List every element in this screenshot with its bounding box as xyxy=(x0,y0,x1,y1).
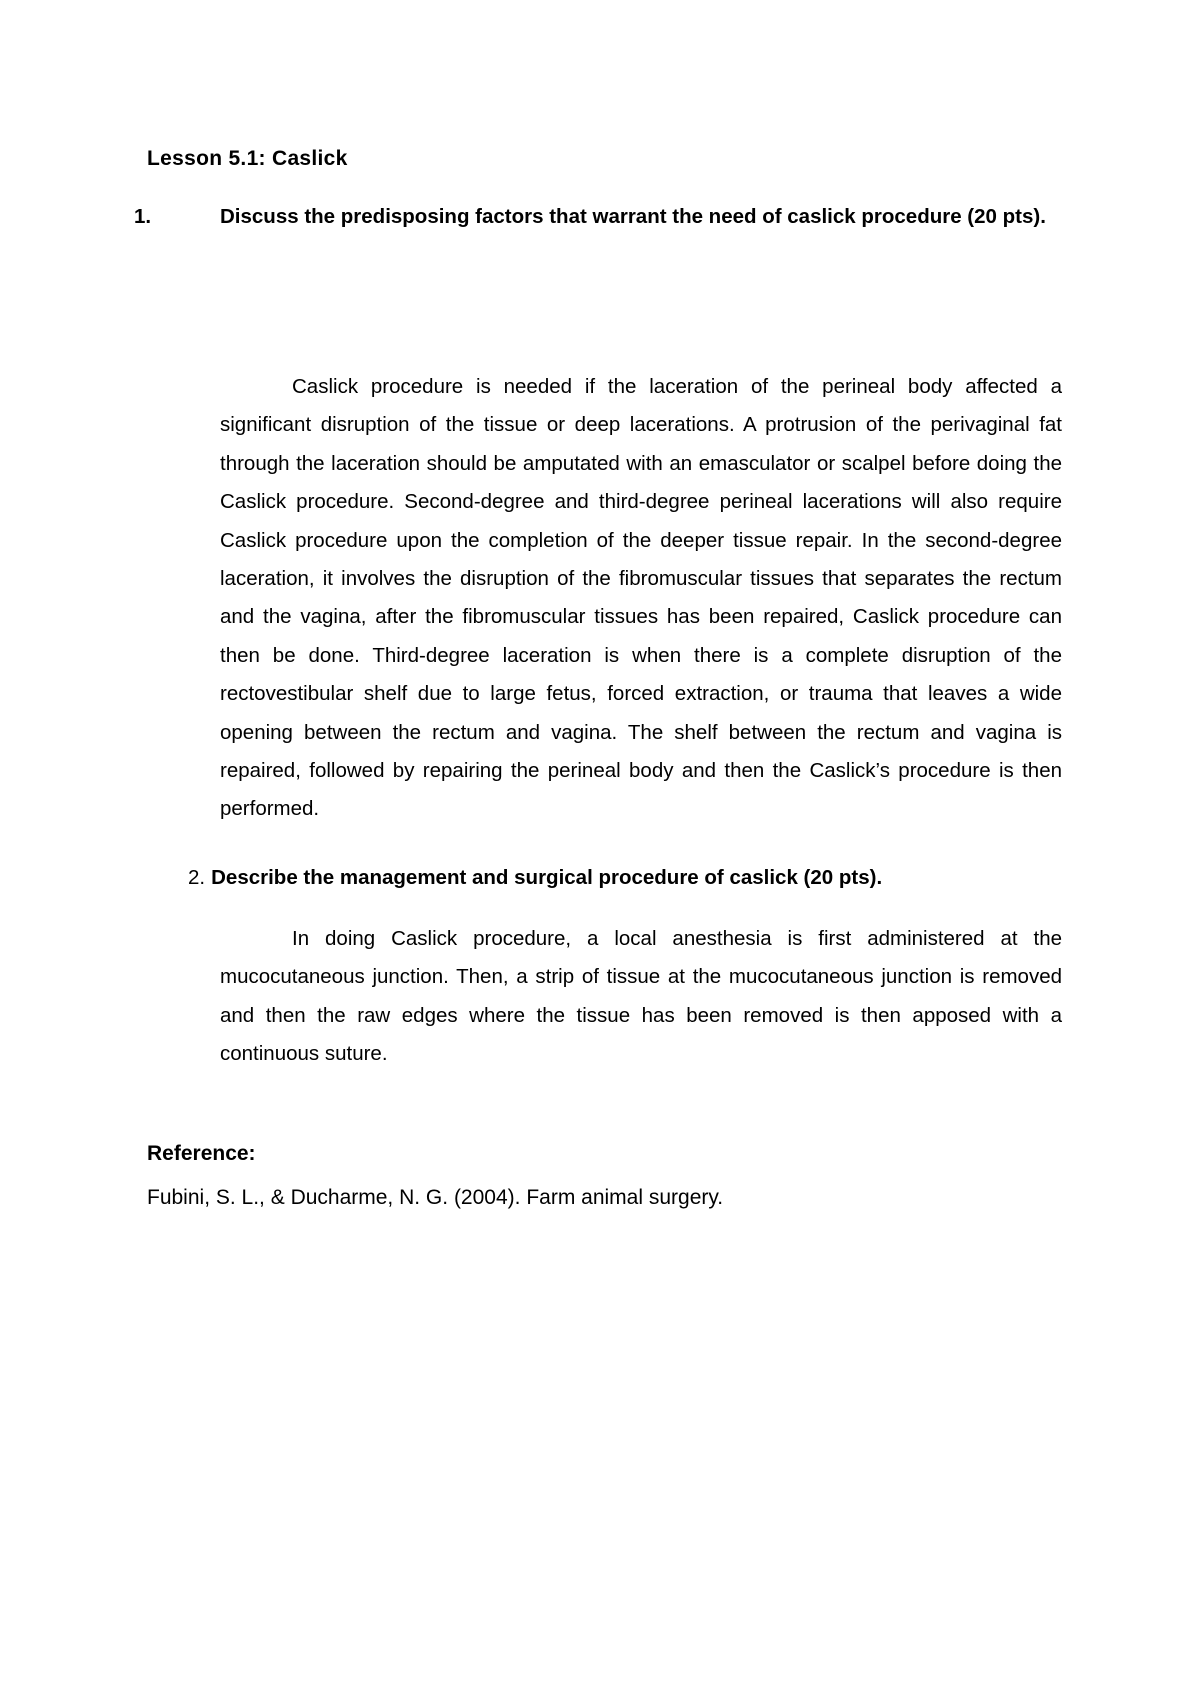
question-1 xyxy=(134,197,1077,236)
question-number: 1. xyxy=(134,205,152,228)
question-number: 2. xyxy=(188,866,206,889)
question-text: Describe the management and surgical procedure of caslick (20 pts). xyxy=(211,866,883,889)
answer-1-paragraph: Caslick procedure is needed if the laceration of the perineal body affected a significant disruption of the tissue or deep lacerations. A protrusion of the perivaginal fat through the laceration should be amputated with an emasculator or scalpel before doing the Caslick procedure. Second-degree and third-degree perineal lacerations will also require Caslick procedure upon the completion of the deeper tissue repair. In the second-degree laceration, it involves the disruption of the fibromuscular tissues that separates the rectum and the vagina, after the fibromuscular tissues has been repaired, Caslick procedure can then be done. Third-degree laceration is when there is a complete disruption of the rectovestibular shelf due to large fetus, forced extraction, or trauma that leaves a wide opening between the rectum and vagina. The shelf between the rectum and vagina is repaired, followed by repairing the perineal body and then the Caslick’s procedure is then performed. xyxy=(220,375,1062,821)
reference-heading: Reference: xyxy=(147,1142,256,1165)
question-2 xyxy=(188,858,1088,897)
answer-2-paragraph: In doing Caslick procedure, a local anesthesia is first administered at the mucocutaneous junction. Then, a strip of tissue at the mucocutaneous junction is removed and then the raw edges where the tissue has been removed is then apposed with a continuous suture. xyxy=(220,927,1062,1066)
question-1-line xyxy=(134,197,1060,236)
reference-entry: Fubini, S. L., & Ducharme, N. G. (2004). Farm animal surgery. xyxy=(147,1186,724,1209)
question-text: Discuss the predisposing factors that warrant the need of caslick procedure (20 pts). xyxy=(220,205,1046,228)
document-title: Lesson 5.1: Caslick xyxy=(147,147,348,170)
